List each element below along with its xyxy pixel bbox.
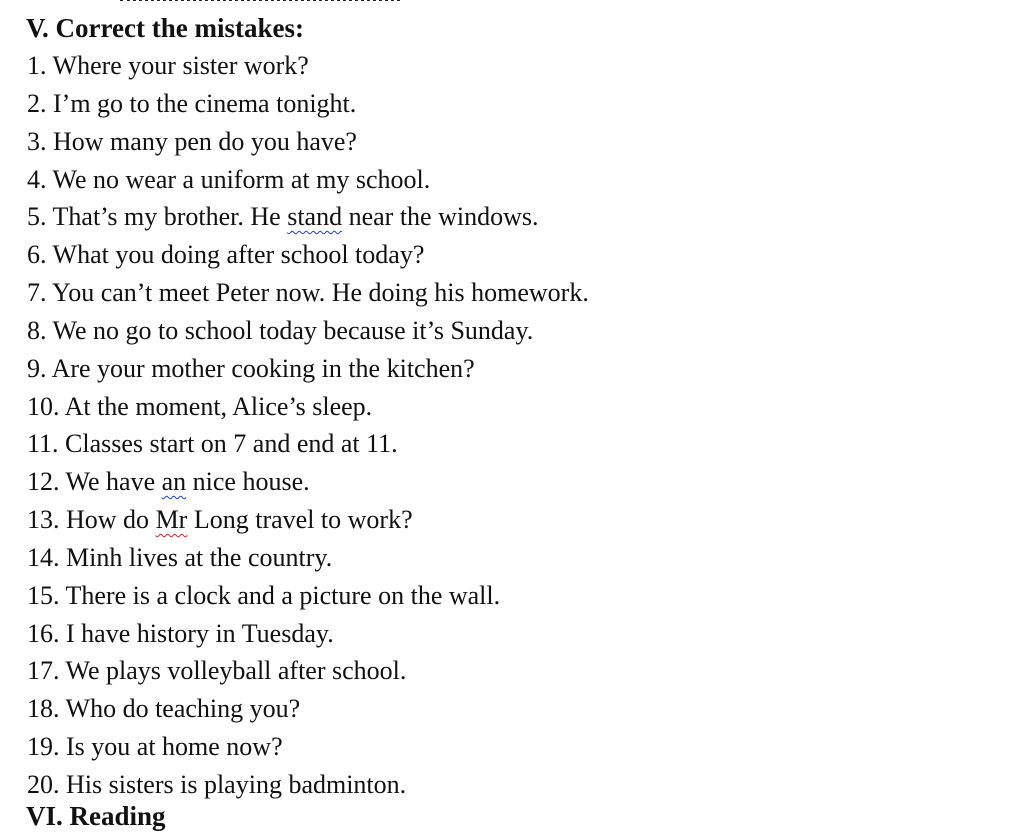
grammar-flagged-word: stand	[287, 202, 343, 231]
exercise-item-4: 4. We no wear a uniform at my school.	[27, 165, 431, 194]
exercise-item-19: 19. Is you at home now?	[27, 732, 283, 761]
exercise-item-13	[27, 504, 413, 536]
item-12-text-end: nice house.	[186, 467, 310, 496]
exercise-item-18: 18. Who do teaching you?	[27, 694, 301, 723]
exercise-item-1: 1. Where your sister work?	[27, 51, 309, 80]
spelling-flagged-word: Mr	[155, 505, 188, 534]
exercise-item-9: 9. Are your mother cooking in the kitchen?	[27, 354, 475, 383]
exercise-item-3: 3. How many pen do you have?	[27, 127, 357, 156]
item-13-text-end: Long travel to work?	[187, 505, 413, 534]
grammar-flagged-word: an	[161, 467, 187, 496]
exercise-item-16: 16. I have history in Tuesday.	[27, 619, 334, 648]
exercise-item-6: 6. What you doing after school today?	[27, 240, 425, 269]
exercise-item-8: 8. We no go to school today because it’s Sunday.	[27, 316, 534, 345]
previous-line-fragment	[120, 0, 420, 4]
next-section-heading: VI. Reading	[26, 801, 166, 831]
exercise-item-15: 15. There is a clock and a picture on the wall.	[27, 581, 501, 610]
exercise-item-20: 20. His sisters is playing badminton.	[27, 770, 407, 799]
item-5-text-end: near the windows.	[342, 202, 539, 231]
exercise-item-14: 14. Minh lives at the country.	[27, 543, 333, 572]
exercise-item-12	[27, 466, 310, 498]
item-12-text-start: 12. We have	[27, 467, 162, 496]
exercise-item-2: 2. I’m go to the cinema tonight.	[27, 89, 357, 118]
exercise-item-10: 10. At the moment, Alice’s sleep.	[27, 392, 373, 421]
section-heading: V. Correct the mistakes:	[26, 13, 304, 43]
exercise-item-11: 11. Classes start on 7 and end at 11.	[27, 429, 398, 458]
exercise-item-17: 17. We plays volleyball after school.	[27, 656, 407, 685]
exercise-item-5	[27, 201, 539, 233]
exercise-item-7: 7. You can’t meet Peter now. He doing his homework.	[27, 278, 589, 307]
item-5-text-start: 5. That’s my brother. He	[27, 202, 288, 231]
item-13-text-start: 13. How do	[27, 505, 156, 534]
